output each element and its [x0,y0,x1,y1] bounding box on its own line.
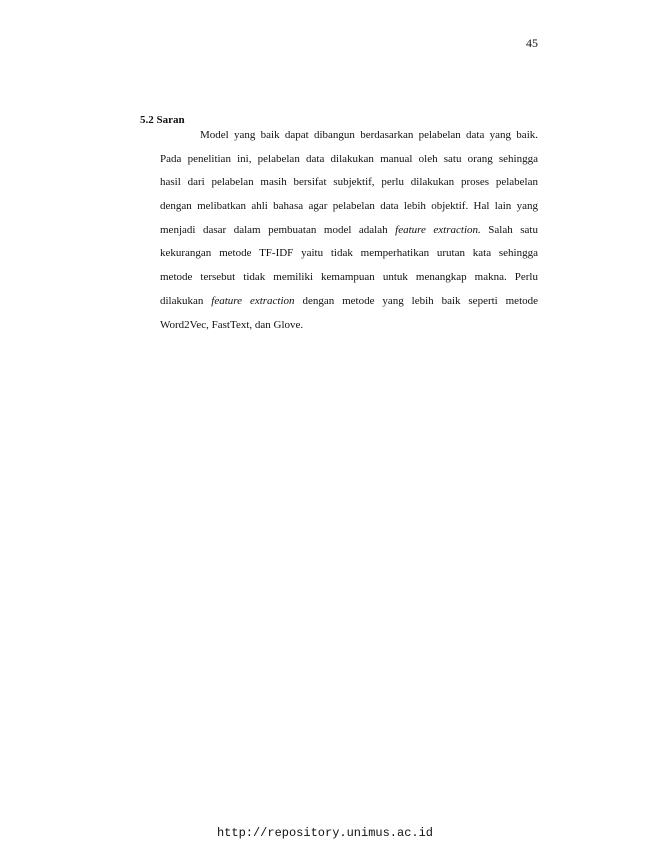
paragraph [160,124,538,337]
text-run: Salah satu [488,223,538,236]
page-number: 45 [526,36,538,50]
paragraph-line [160,219,538,243]
paragraph-line: metode tersebut tidak memiliki kemampuan untuk menangkap makna. Perlu [160,271,538,284]
text-run: dilakukan [160,294,204,307]
paragraph-line: Word2Vec, FastText, dan Glove. [160,318,304,331]
italic-term: feature extraction [211,294,295,307]
paragraph-line: kekurangan metode TF-IDF yaitu tidak memperhatikan urutan kata sehingga [160,247,538,260]
paragraph-line: Pada penelitian ini, pelabelan data dilakukan manual oleh satu orang sehingga [160,152,538,165]
italic-term: feature extraction. [395,223,481,236]
text-run: dengan metode yang lebih baik seperti metode [302,294,539,307]
paragraph-line: hasil dari pelabelan masih bersifat subjektif, perlu dilakukan proses pelabelan [160,176,538,189]
text-run: menjadi dasar dalam pembuatan model adalah [160,223,388,236]
paragraph-line: Model yang baik dapat dibangun berdasarkan pelabelan data yang baik. [200,129,538,141]
paragraph-line [160,290,538,314]
paragraph-line: dengan melibatkan ahli bahasa agar pelabelan data lebih objektif. Hal lain yang [160,200,538,213]
section-heading: 5.2 Saran [140,114,185,126]
footer-url: http://repository.unimus.ac.id [216,826,434,840]
